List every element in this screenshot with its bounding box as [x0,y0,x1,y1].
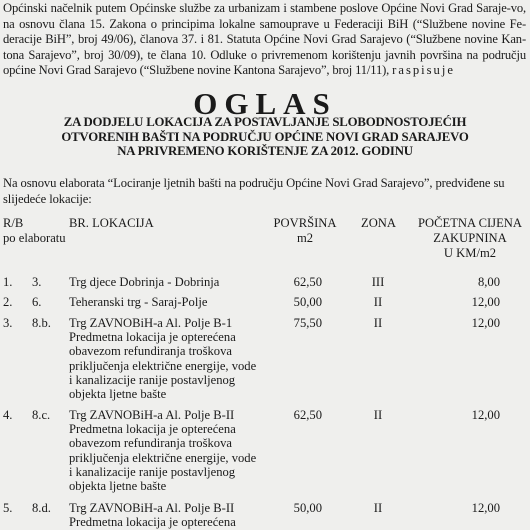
row-area: 62,50 [293,408,322,422]
subtitle-line: OTVORENIH BAŠTI NA PODRUČJU OPĆINE NOVI GRAD SARAJEVO [61,129,469,144]
location-line: Predmetna lokacija je opterećena [69,330,236,345]
basis-paragraph: Na osnovu elaborata “Lociranje ljetnih bašti na području Općine Novi Grad Sarajevo”, predviđene su slijedeće lokacije: [3,176,505,206]
row-zone: III [371,275,385,289]
location-line: Trg ZAVNOBiH-a Al. Polje B-1 [69,316,233,330]
row-elaborat: 8.c. [32,408,51,422]
location-line: objekta ljetne bašte [69,479,167,494]
location-line: Trg ZAVNOBiH-a Al. Polje B-II [69,501,235,515]
row-location [69,316,269,401]
location-line: Trg ZAVNOBiH-a Al. Polje B-II [69,408,235,422]
header-price [412,216,528,261]
row-area: 50,00 [293,295,322,309]
row-area: 62,50 [293,275,322,289]
header-price-line: ZAKUPNINA [433,231,507,245]
header-zone: ZONA [361,216,396,230]
row-location [69,408,269,493]
location-line: objekta ljetne bašte [69,387,167,402]
header-elaborat: po elaboratu [3,231,66,245]
location-line: priključenja električne energije, vode [69,358,257,373]
row-zone: II [373,316,383,330]
row-number: 5. [3,501,13,515]
row-number: 2. [3,295,13,309]
row-price: 12,00 [471,295,500,309]
location-line: i kanalizacije ranije postavljenog [69,464,236,479]
location-line: priključenja električne energije, vode [69,450,257,465]
header-location: BR. LOKACIJA [69,216,154,230]
row-zone: II [373,295,383,309]
row-location [69,275,269,289]
notice-subtitle [0,115,530,159]
header-area-line: POVRŠINA [273,216,337,230]
row-area: 50,00 [293,501,322,515]
row-zone: II [373,501,383,515]
location-line: obavezom refundiranja troškova [69,344,232,359]
location-line: i kanalizacije ranije postavljenog [69,372,236,387]
header-area [270,216,340,246]
location-line: Predmetna lokacija je opterećena [69,422,236,437]
header-price-line: U KM/m2 [443,246,497,260]
row-price: 12,00 [471,316,500,330]
location-line: Teheranski trg - Saraj-Polje [69,295,208,309]
row-number: 1. [3,275,13,289]
header-area-line: m2 [296,231,314,245]
location-line: Trg djece Dobrinja - Dobrinja [69,275,220,289]
row-elaborat: 6. [32,295,42,309]
row-location [69,501,269,529]
location-line: obavezom refundiranja troškova [69,436,232,451]
header-rb: R/B [3,216,24,230]
subtitle-line: ZA DODJELU LOKACIJA ZA POSTAVLJANJE SLOBODNOSTOJEĆIH [63,115,467,129]
notice-title: OGLAS [193,86,337,121]
row-elaborat: 8.d. [32,501,51,515]
row-location [69,295,269,309]
intro-tail: raspisuje [392,63,455,78]
subtitle-line: NA PRIVREMENO KORIŠTENJE ZA 2012. GODINU [117,144,413,158]
header-price-line: POČETNA CIJENA [418,216,522,230]
location-line: Predmetna lokacija je opterećena [69,515,236,530]
row-price: 8,00 [477,275,500,289]
row-elaborat: 8.b. [32,316,51,330]
intro-paragraph [3,1,526,79]
row-zone: II [373,408,383,422]
row-area: 75,50 [293,316,322,330]
row-number: 3. [3,316,13,330]
row-number: 4. [3,408,13,422]
row-price: 12,00 [471,408,500,422]
row-price: 12,00 [471,501,500,515]
intro-text: Općinski načelnik putem Općinske službe za urbanizam i stambene poslove Općine Novi Grad Saraje-vo, na osnovu člana 15. Zakona o principima lokalne samouprave u Federaciji BiH (“Službene novine Fe-deracije BiH”, broj 49/06), članova 37. i 81. Statuta Općine Novi Grad Sarajevo (“Službene novine Kan-tona Sarajevo”, broj 30/09), te člana 10. Odluke o privremenom korištenju javnih površina na području općine Novi Grad Sarajevo (“Službene novine Kantona Sarajevo”, broj 11/11), [3,1,526,78]
row-elaborat: 3. [32,275,42,289]
